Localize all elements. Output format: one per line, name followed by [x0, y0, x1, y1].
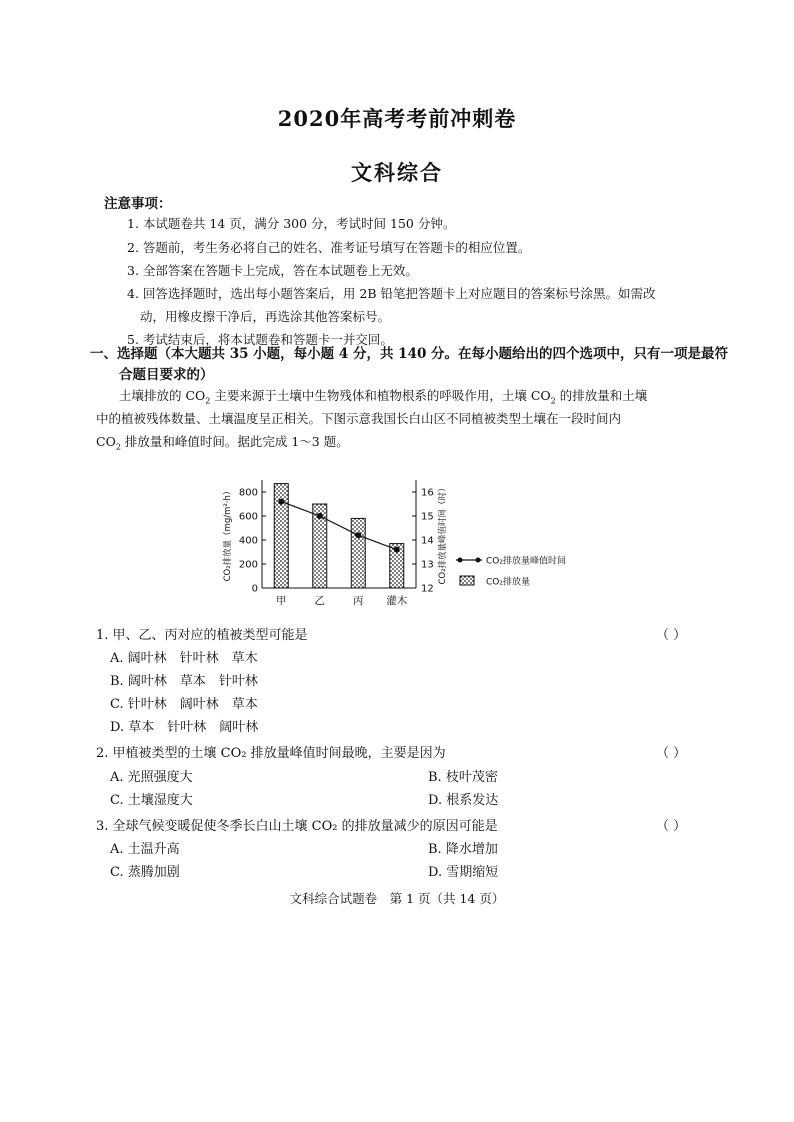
exam-subtitle: 文科综合: [351, 160, 443, 185]
question-1-stem: 1. 甲、乙、丙对应的植被类型可能是: [96, 628, 308, 643]
legend-label-emission: CO₂排放量: [486, 577, 530, 588]
right-tick-label: 16: [421, 487, 434, 499]
notice-item: 3. 全部答案在答题卡上完成，答在本试题卷上无效。: [127, 263, 418, 278]
section-heading-continued: 合题目要求的）: [119, 367, 214, 383]
notice-item: 1. 本试题卷共 14 页，满分 300 分，考试时间 150 分钟。: [127, 216, 456, 231]
legend-label-peak-time: CO₂排放量峰值时间: [486, 556, 566, 567]
notice-item: 4. 回答选择题时，选出每小题答案后，用 2B 铅笔把答题卡上对应题目的答案标号涂黑。如需改: [127, 286, 656, 301]
option-d: D. 草本 针叶林 阔叶林: [110, 720, 259, 735]
right-tick-label: 15: [421, 511, 434, 523]
y-axis-label-right: CO₂排放量峰值时间（时）: [438, 483, 448, 585]
option-d: D. 根系发达: [428, 793, 499, 808]
left-tick-label: 800: [238, 487, 258, 499]
right-tick-label: 14: [421, 535, 434, 547]
left-tick-label: 600: [238, 511, 258, 523]
notice-item: 5. 考试结束后，将本试题卷和答题卡一并交回。: [127, 332, 393, 347]
right-tick-label: 12: [421, 583, 434, 595]
intro-line-3: $CO_2$ 排放量和峰值时间。据此完成 1～3 题。: [96, 434, 349, 452]
left-tick-label: 200: [238, 559, 258, 571]
x-tick-label: 甲: [276, 595, 287, 607]
question-2-stem: 2. 甲植被类型的土壤 CO₂ 排放量峰值时间最晚，主要是因为: [96, 746, 446, 761]
exam-title: 2020年高考考前冲刺卷: [277, 106, 517, 131]
notice-item-continued: 动，用橡皮擦干净后，再选涂其他答案标号。: [140, 309, 391, 324]
option-a: A. 光照强度大: [110, 770, 193, 785]
option-a: A. 阔叶林 针叶林 草木: [110, 651, 258, 666]
option-a: A. 土温升高: [110, 842, 180, 857]
question-3-stem: 3. 全球气候变暖促使冬季长白山土壤 CO₂ 的排放量减少的原因可能是: [96, 819, 498, 834]
legend-point-marker: [476, 558, 481, 563]
legend-point-marker: [458, 558, 463, 563]
legend-bar-marker: [460, 576, 474, 585]
answer-blank: （ ）: [656, 819, 687, 834]
left-tick-label: 400: [238, 535, 258, 547]
option-c: C. 针叶林 阔叶林 草本: [110, 697, 258, 712]
y-axis-label-left: CO₂排放量（mg/m²·h）: [223, 486, 233, 582]
left-tick-label: 0: [251, 583, 258, 595]
answer-blank: （ ）: [656, 746, 687, 761]
notice-heading: 注意事项：: [104, 196, 172, 212]
section-heading: 一、选择题（本大题共 35 小题，每小题 4 分，共 140 分。在每小题给出的四个选项中，只有一项是最符: [90, 346, 729, 362]
intro-line-1: 土壤排放的 $CO_2$ 主要来源于土壤中生物残体和植物根系的呼吸作用，土壤 $CO_2$ 的排放量和土壤: [119, 388, 648, 406]
x-tick-label: 灌木: [386, 595, 408, 607]
peak-time-line: [281, 502, 397, 550]
peak-time-point-灌木: [394, 547, 400, 553]
option-d: D. 雪期缩短: [428, 865, 499, 880]
peak-time-point-丙: [355, 532, 361, 538]
option-b: B. 阔叶林 草本 针叶林: [110, 674, 258, 689]
option-c: C. 土壤湿度大: [110, 793, 193, 808]
x-tick-label: 乙: [314, 595, 325, 607]
notice-item: 2. 答题前，考生务必将自己的姓名、准考证号填写在答题卡的相应位置。: [127, 240, 531, 255]
page-footer: 文科综合试题卷 第 1 页（共 14 页）: [289, 891, 505, 906]
option-b: B. 枝叶茂密: [428, 770, 498, 785]
peak-time-point-乙: [317, 513, 323, 519]
co2-chart: [200, 468, 620, 613]
peak-time-point-甲: [278, 499, 284, 505]
answer-blank: （ ）: [656, 628, 687, 643]
option-c: C. 蒸腾加剧: [110, 865, 180, 880]
intro-line-2: 中的植被残体数量、土壤温度呈正相关。下图示意我国长白山区不同植被类型土壤在一段时间内: [96, 411, 622, 426]
right-tick-label: 13: [421, 559, 434, 571]
bar-丙: [351, 518, 365, 588]
x-tick-label: 丙: [353, 595, 364, 607]
option-b: B. 降水增加: [428, 842, 498, 857]
